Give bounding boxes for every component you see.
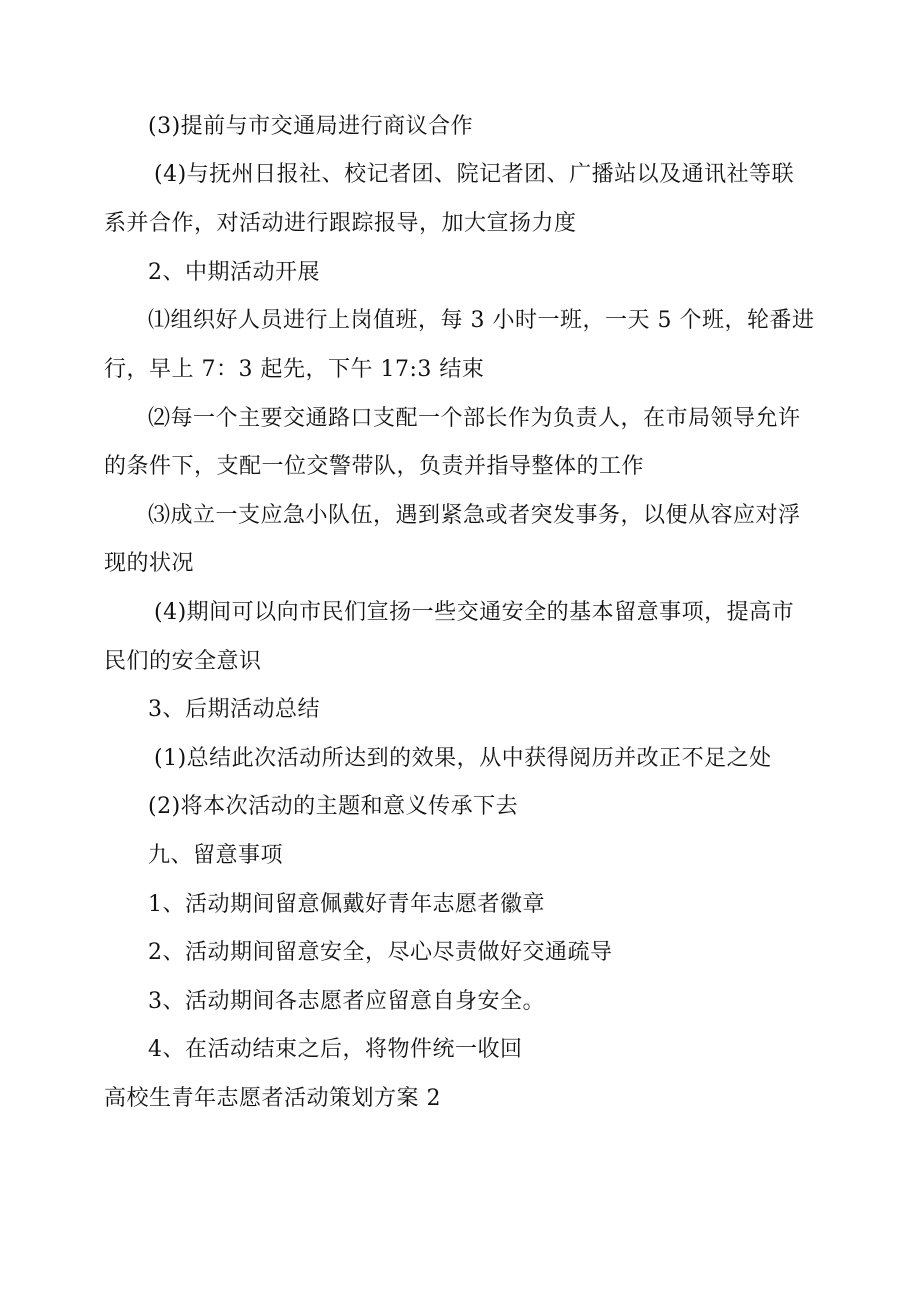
item-4-safety-awareness: (4)期间可以向市民们宣扬一些交通安全的基本留意事项，提高市 (154, 600, 795, 625)
item-1-staff-shifts: ⑴组织好人员进行上岗值班，每 3 小时一班，一天 5 个班，轮番进 (148, 308, 815, 333)
note-1-badge: 1、活动期间留意佩戴好青年志愿者徽章 (148, 892, 545, 917)
note-4-collect-items: 4、在活动结束之后，将物件统一收回 (148, 1037, 523, 1062)
item-4-media-cooperation: (4)与抚州日报社、校记者团、院记者团、广播站以及通讯社等联 (154, 162, 795, 187)
item-1-staff-shifts-continued: 行，早上 7：3 起先，下午 17:3 结束 (104, 357, 485, 382)
note-2-traffic-guidance: 2、活动期间留意安全，尽心尽责做好交通疏导 (148, 940, 613, 965)
item-3-coordinate-transport-bureau: (3)提前与市交通局进行商议合作 (148, 114, 474, 139)
item-2-pass-on-theme: (2)将本次活动的主题和意义传承下去 (148, 794, 519, 819)
item-2-intersection-leads: ⑵每一个主要交通路口支配一个部长作为负责人，在市局领导允许 (148, 406, 801, 431)
section-9-heading: 九、留意事项 (148, 843, 284, 868)
item-3-emergency-team-continued: 现的状况 (104, 551, 195, 576)
note-3-personal-safety: 3、活动期间各志愿者应留意自身安全。 (148, 989, 545, 1014)
item-1-summary: (1)总结此次活动所达到的效果，从中获得阅历并改正不足之处 (154, 746, 772, 771)
item-4-media-cooperation-continued: 系并合作，对活动进行跟踪报导，加大宣扬力度 (104, 211, 577, 236)
item-3-emergency-team: ⑶成立一支应急小队伍，遇到紧急或者突发事务，以便从容应对浮 (148, 503, 801, 528)
section-3-heading: 3、后期活动总结 (148, 697, 320, 722)
next-plan-title: 高校生青年志愿者活动策划方案 2 (104, 1086, 441, 1111)
item-4-safety-awareness-continued: 民们的安全意识 (104, 649, 262, 674)
section-2-heading: 2、中期活动开展 (148, 260, 320, 285)
item-2-intersection-leads-continued: 的条件下，支配一位交警带队，负责并指导整体的工作 (104, 454, 645, 479)
